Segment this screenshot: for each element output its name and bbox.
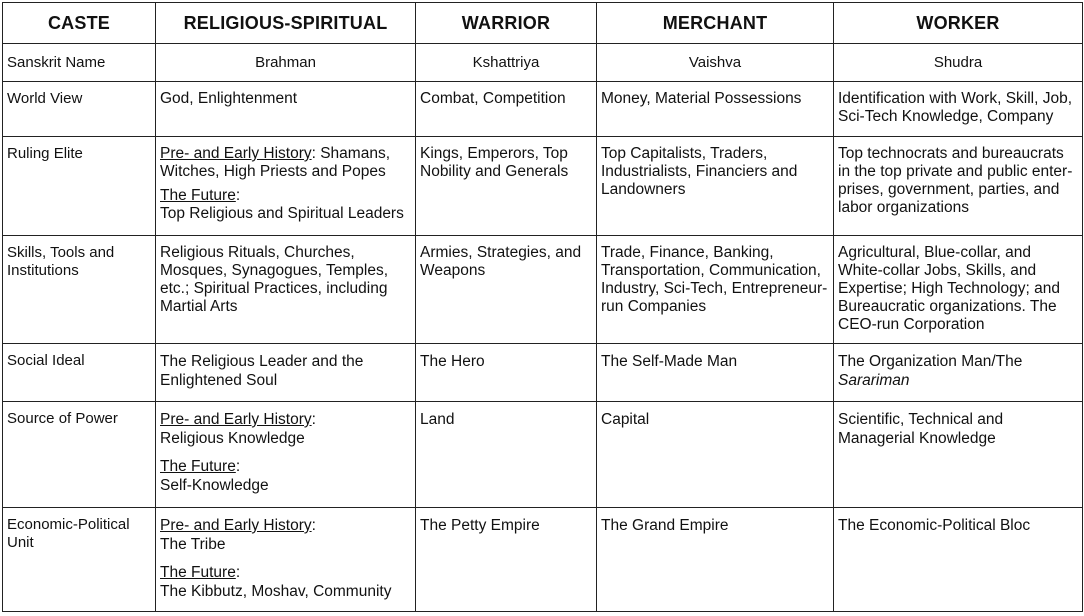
- cell-source-power-merchant: Capital: [597, 402, 834, 508]
- row-skills-tools: [3, 236, 1083, 344]
- header-warrior: WARRIOR: [416, 3, 597, 44]
- row-label-social-ideal: Social Ideal: [3, 344, 156, 402]
- row-sanskrit-name: [3, 44, 1083, 82]
- row-label-world-view: World View: [3, 82, 156, 137]
- cell-ruling-elite-religious: Pre- and Early History: Shamans, Witches, High Priests and Popes The Future: Top Religious and Spiritual Leaders: [156, 137, 416, 236]
- cell-econ-unit-merchant: The Grand Empire: [597, 508, 834, 612]
- header-religious-spiritual: RELIGIOUS-SPIRITUAL: [156, 3, 416, 44]
- cell-social-ideal-warrior: The Hero: [416, 344, 597, 402]
- cell-sanskrit-worker: Shudra: [834, 44, 1083, 82]
- cell-econ-unit-religious: Pre- and Early History: The Tribe The Future: The Kibbutz, Moshav, Community: [156, 508, 416, 612]
- cell-sanskrit-merchant: Vaishva: [597, 44, 834, 82]
- row-economic-political-unit: [3, 508, 1083, 612]
- cell-source-power-warrior: Land: [416, 402, 597, 508]
- row-label-econ-unit: Economic-Political Unit: [3, 508, 156, 612]
- period-label-early-history: Pre- and Early History: [160, 411, 312, 428]
- row-label-source-power: Source of Power: [3, 402, 156, 508]
- cell-skills-merchant: Trade, Finance, Banking, Transportation, Communication, Industry, Sci-Tech, Entrepreneur-run Companies: [597, 236, 834, 344]
- header-caste: CASTE: [3, 3, 156, 44]
- cell-world-view-religious: God, Enlightenment: [156, 82, 416, 137]
- cell-social-ideal-merchant: The Self-Made Man: [597, 344, 834, 402]
- period-label-future: The Future: [160, 187, 236, 204]
- cell-social-ideal-religious: The Religious Leader and the Enlightened Soul: [156, 344, 416, 402]
- header-merchant: MERCHANT: [597, 3, 834, 44]
- cell-skills-religious: Religious Rituals, Churches, Mosques, Synagogues, Temples, etc.; Spiritual Practices, including Martial Arts: [156, 236, 416, 344]
- cell-econ-unit-worker: The Economic-Political Bloc: [834, 508, 1083, 612]
- cell-social-ideal-worker: The Organization Man/The Sarariman: [834, 344, 1083, 402]
- row-world-view: [3, 82, 1083, 137]
- row-source-of-power: [3, 402, 1083, 508]
- cell-ruling-elite-worker: Top technocrats and bureaucrats in the top private and public enter-prises, government, parties, and labor organizations: [834, 137, 1083, 236]
- cell-econ-unit-warrior: The Petty Empire: [416, 508, 597, 612]
- cell-skills-warrior: Armies, Strategies, and Weapons: [416, 236, 597, 344]
- row-label-sanskrit: Sanskrit Name: [3, 44, 156, 82]
- cell-world-view-warrior: Combat, Competition: [416, 82, 597, 137]
- cell-source-power-religious: Pre- and Early History: Religious Knowledge The Future: Self-Knowledge: [156, 402, 416, 508]
- cell-ruling-elite-warrior: Kings, Emperors, Top Nobility and Generals: [416, 137, 597, 236]
- cell-sanskrit-warrior: Kshattriya: [416, 44, 597, 82]
- row-label-ruling-elite: Ruling Elite: [3, 137, 156, 236]
- cell-skills-worker: Agricultural, Blue-collar, and White-collar Jobs, Skills, and Expertise; High Technology; and Bureaucratic organizations. The CEO-run Corporation: [834, 236, 1083, 344]
- period-label-future: The Future: [160, 458, 236, 475]
- header-row: [3, 3, 1083, 44]
- cell-ruling-elite-merchant: Top Capitalists, Traders, Industrialists, Financiers and Landowners: [597, 137, 834, 236]
- header-worker: WORKER: [834, 3, 1083, 44]
- cell-sanskrit-religious: Brahman: [156, 44, 416, 82]
- period-label-early-history: Pre- and Early History: [160, 145, 312, 162]
- row-social-ideal: [3, 344, 1083, 402]
- cell-source-power-worker: Scientific, Technical and Managerial Knowledge: [834, 402, 1083, 508]
- caste-table: [2, 2, 1083, 612]
- row-label-skills: Skills, Tools and Institutions: [3, 236, 156, 344]
- period-label-future: The Future: [160, 564, 236, 581]
- row-ruling-elite: [3, 137, 1083, 236]
- period-label-early-history: Pre- and Early History: [160, 517, 312, 534]
- cell-world-view-worker: Identification with Work, Skill, Job, Sci-Tech Knowledge, Company: [834, 82, 1083, 137]
- cell-world-view-merchant: Money, Material Possessions: [597, 82, 834, 137]
